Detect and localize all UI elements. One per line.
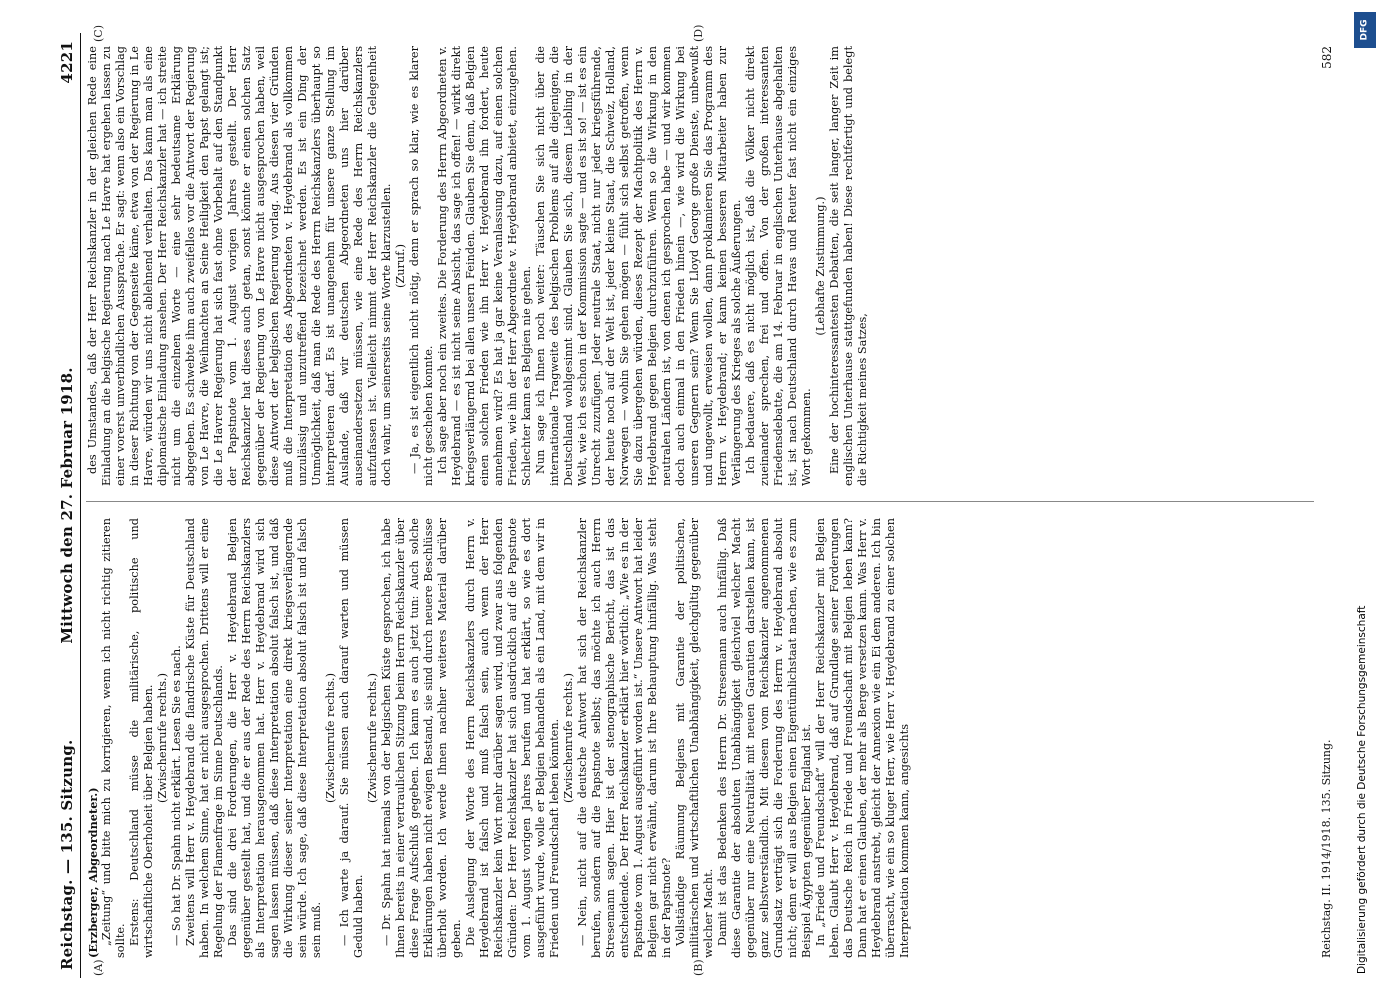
header-rule xyxy=(80,33,81,978)
side-strip xyxy=(1352,8,1378,998)
left_column-paragraph: — So hat Dr. Spahn nicht erklärt. Lesen Sie es nach. xyxy=(170,645,183,946)
page-number: 4221 xyxy=(58,41,76,84)
margin-marker-c: (C) xyxy=(92,25,105,42)
left-column xyxy=(86,518,1316,958)
left_column-paragraph: Erstens: Deutschland müsse die militärische, politische und wirtschaftliche Oberhoheit über Belgien haben. xyxy=(128,518,155,958)
left_column-paragraph: (Zwischenrufe rechts.) xyxy=(562,672,575,804)
left_column-paragraph: Zweitens will Herr v. Heydebrand die flandrische Küste für Deutschland haben. In welchem Sinne, hat er nicht ausgesprochen. Drittens will er eine Regelung der Flamenfrage im Sinne Deutschlands. xyxy=(184,518,225,958)
left_column-paragraph: In „Friede und Freundschaft“ will der Herr Reichskanzler mit Belgien leben. Glaubt Herr v. Heydebrand, daß auf Grundlage seiner Forderungen das Deutsche Reich in Friede und Freundschaft mit Belgien leben kann? Dann hat er einen Glauben, der mehr als Berge versetzen kann. Was Herr v. Heydebrand anstrebt, gleicht der Annexion wie ein Ei dem anderen. Ich bin überrascht, wie ein so kluger Herr, wie Herr v. Heydebrand zu einer solchen Interpretation kommen kann, angesichts xyxy=(814,518,911,958)
margin-marker-a: (A) xyxy=(92,959,105,976)
right_column-paragraph: Nun sage ich Ihnen noch weiter: Täuschen Sie sich nicht über die internationale Tragweite des belgischen Problems auf alle diejenigen, die Deutschland wohlgesinnt sind. Glauben Sie sich, diesem Liebling in der Welt, wie ich es schon in der Kommission sagte — und es ist so! — ist es ein Unrecht zuzufügen. Jeder neutrale Staat, nicht nur jeder kriegsführende, der heute noch auf der Welt ist, jeder kleine Staat, die Schweiz, Holland, Norwegen — wohin Sie gehen mögen — fühlt sich selbst getroffen, wenn Sie dazu übergehen würden, dieses Rezept der Machtpolitik des Herrn v. Heydebrand gegen Belgien durchzuführen. Wenn so die Wirkung in den neutralen Ländern ist, von denen ich gesprochen habe — und wir kommen doch auch einmal in den Frieden hinein —, wie wird die Wirkung bei unseren Gegnern sein? Wenn Sie Lloyd George große Dienste, unbewußt und ungewollt, erweisen wollen, dann proklamieren Sie das Programm des Herrn v. Heydebrand; er kann keinen besseren Mitarbeiter haben zur Verlängerung des Krieges als solche Äußerungen. xyxy=(534,46,743,486)
footer-left: Reichstag. II. 1914/1918. 135. Sitzung. xyxy=(1320,739,1333,958)
left_column-paragraph: Damit ist das Bedenken des Herrn Dr. Stresemann auch hinfällig. Daß diese Garantie der absoluten Unabhängigkeit gleichviel welcher Macht gegenüber nur eine Neutralität mit neuen Garantien darstellen kann, ist ganz selbstverständlich. Mit diesem vom Reichskanzler angenommenen Grundsatz verträgt sich die Forderung des Herrn v. Heydebrand absolut nicht; denn er will aus Belgien einen Eigentümlichstaat machen, wie es zum Beispiel Ägypten gegenüber England ist. xyxy=(716,518,813,958)
right_column-paragraph: Ich sage aber noch ein zweites. Die Forderung des Herrn Abgeordneten v. Heydebrand — es ist nicht seine Absicht, das sage ich offen! — wirkt direkt kriegsverlängernd bei allen unsern Feinden. Glauben Sie denn, daß Belgien einen solchen Frieden wie ihn Herr v. Heydebrand ihn fordert, heute annehmen wird? Es hat ja gar keine Veranlassung dazu, auf einen solchen Frieden, wie ihn der Herr Abgeordnete v. Heydebrand anbietet, einzugehen. Schlechter kann es Belgien nie gehen. xyxy=(436,46,533,486)
dfg-logo: DFG xyxy=(1354,12,1376,48)
left_column-paragraph: (Zwischenrufe rechts.) xyxy=(366,672,379,804)
margin-marker-b: (B) xyxy=(692,959,705,976)
margin-marker-d: (D) xyxy=(692,24,705,42)
column-divider xyxy=(86,501,1314,502)
left_column-paragraph: Vollständige Räumung Belgiens mit Garantie der politischen, militärischen und wirtschaftlichen Unabhängigkeit, gleichgültig gegenüber welcher Macht. xyxy=(674,518,715,958)
right-column xyxy=(86,46,1316,486)
speaker-label: (Erzberger, Abgeordneter.) xyxy=(86,787,100,958)
header-left: Reichstag. — 135. Sitzung. xyxy=(58,739,76,970)
right_column-paragraph: (Lebhafte Zustimmung.) xyxy=(814,196,827,336)
left_column-paragraph: Das sind die drei Forderungen, die Herr v. Heydebrand Belgien gegenüber gestellt hat, und die er aus der Rede des Herrn Reichskanzlers als Interpretation herausgenommen hat. Herr v. Heydebrand wird sich sagen lassen müssen, daß diese Interpretation absolut falsch ist, und daß die Wirkung dieser seiner Interpretation eine direkt kriegsverlängernde sein würde. Ich sage, daß diese Interpretation absolut falsch ist und falsch sein muß. xyxy=(226,518,323,958)
right_column-paragraph: (Zuruf.) xyxy=(394,244,407,288)
left_column-paragraph: „Zeitung“ und bitte mich zu korrigieren, wenn ich nicht richtig zitieren sollte. xyxy=(100,518,127,958)
left_column-paragraph: (Zwischenrufe rechts.) xyxy=(324,672,337,804)
digitization-credit: Digitalisierung gefördert durch die Deutsche Forschungsgemeinschaft xyxy=(1356,605,1368,974)
right_column-paragraph: des Umstandes, daß der Herr Reichskanzler in der gleichen Rede eine Einladung an die belgische Regierung nach Le Havre hat ergehen lassen zu einer vorerst unverbindlichen Aussprache. Er sagt: wenn also ein Vorschlag in dieser Richtung von der Gegenseite käme, etwa von der Regierung in Le Havre, würden wir uns nicht ablehnend verhalten. Das kann man als eine diplomatische Einladung ansehen. Der Herr Reichskanzler hat — ich streite nicht um die einzelnen Worte — eine sehr bedeutsame Erklärung abgegeben. Es schwebte ihm auch zweifellos vor die Antwort der Regierung von Le Havre, die Weihnachten an Seine Heiligkeit den Papst gelangt ist; die Le Havrer Regierung hat sich fast ohne Vorbehalt auf den Standpunkt der Papstnote vom 1. August vorigen Jahres gestellt. Der Herr Reichskanzler hat dieses auch getan, sonst könnte er einen solchen Satz gegenüber der Regierung von Le Havre nicht ausgesprochen haben, weil diese Antwort der belgischen Regierung vorlag. Aus diesen vier Gründen muß die Interpretation des Abgeordneten v. Heydebrand als vollkommen unzulässig und unzutreffend bezeichnet werden. Es ist ein Ding der Unmöglichkeit, daß man die Rede des Herrn Reichskanzlers überhaupt so interpretieren darf. Es ist unangenehm für unsere ganze Stellung im Auslande, daß wir deutschen Abgeordneten uns hier darüber auseinandersetzen müssen, wie eine Rede des Herrn Reichskanzlers aufzufassen ist. Vielleicht nimmt der Herr Reichskanzler die Gelegenheit doch wahr, um seinerseits seine Worte klarzustellen. xyxy=(86,46,393,486)
left_column-paragraph: — Ich warte ja darauf. Sie müssen auch darauf warten und müssen Geduld haben. xyxy=(338,518,365,958)
page-header xyxy=(58,33,80,978)
left_column-paragraph: (Zwischenrufe rechts.) xyxy=(156,672,169,804)
left_column-paragraph: — Dr. Spahn hat niemals von der belgischen Küste gesprochen, ich habe Ihnen bereits in einer vertraulichen Sitzung beim Herrn Reichskanzler über diese Frage Aufschluß gegeben. Ich kann es auch jetzt tun: Auch solche Erklärungen haben nicht ewigen Bestand, sie sind durch neuere Beschlüsse überholt worden. Ich werde Ihnen nachher weiteres Material darüber geben. xyxy=(380,518,463,958)
right_column-paragraph: Eine der hochinteressantesten Debatten, die seit langer, langer Zeit im englischen Unterhause stattgefunden haben! Diese rechtfertigt und belegt die Richtigkeit meines Satzes, xyxy=(828,46,869,486)
page-frame xyxy=(52,24,1347,978)
footer-signature: 582 xyxy=(1320,46,1334,69)
left_column-paragraph: — Nein, nicht auf die deutsche Antwort hat sich der Reichskanzler berufen, sondern auf die Papstnote selbst; das möchte ich auch Herrn Stresemann sagen. Hier ist der stenographische Bericht, das ist das entscheidende. Der Herr Reichskanzler erklärt hier wörtlich: „Wie es in der Papstnote vom 1. August ausgeführt worden ist.“ Unsere Antwort hat leider Belgien gar nicht erwähnt, darum ist Ihre Behauptung hinfällig. Was steht in der Papstnote? xyxy=(576,518,673,958)
left_column-paragraph: Die Auslegung der Worte des Herrn Reichskanzlers durch Herrn v. Heydebrand ist falsch und muß falsch sein, auch wenn der Herr Reichskanzler kein Wort mehr darüber sagen wird, und zwar aus folgenden Gründen: Der Herr Reichskanzler hat sich ausdrücklich auf die Papstnote vom 1. August vorigen Jahres berufen und hat erklärt, so wie es dort ausgeführt wurde, wolle er Belgien behandeln als ein Land, mit dem wir in Frieden und Freundschaft leben könnten. xyxy=(464,518,561,958)
header-date: Mittwoch den 27. Februar 1918. xyxy=(58,367,76,644)
right_column-paragraph: — Ja, es ist eigentlich nicht nötig, denn er sprach so klar, wie es klarer nicht geschehen konnte. xyxy=(408,46,435,486)
right_column-paragraph: Ich bedauere, daß es nicht möglich ist, daß die Völker nicht direkt zueinander sprechen, frei und offen. Von der großen interessanten Friedensdebatte, die am 14. Februar in englischen Unterhause abgehalten ist, ist nach Deutschland durch Havas und Reuter fast nicht ein einziges Wort gekommen. xyxy=(744,46,813,486)
